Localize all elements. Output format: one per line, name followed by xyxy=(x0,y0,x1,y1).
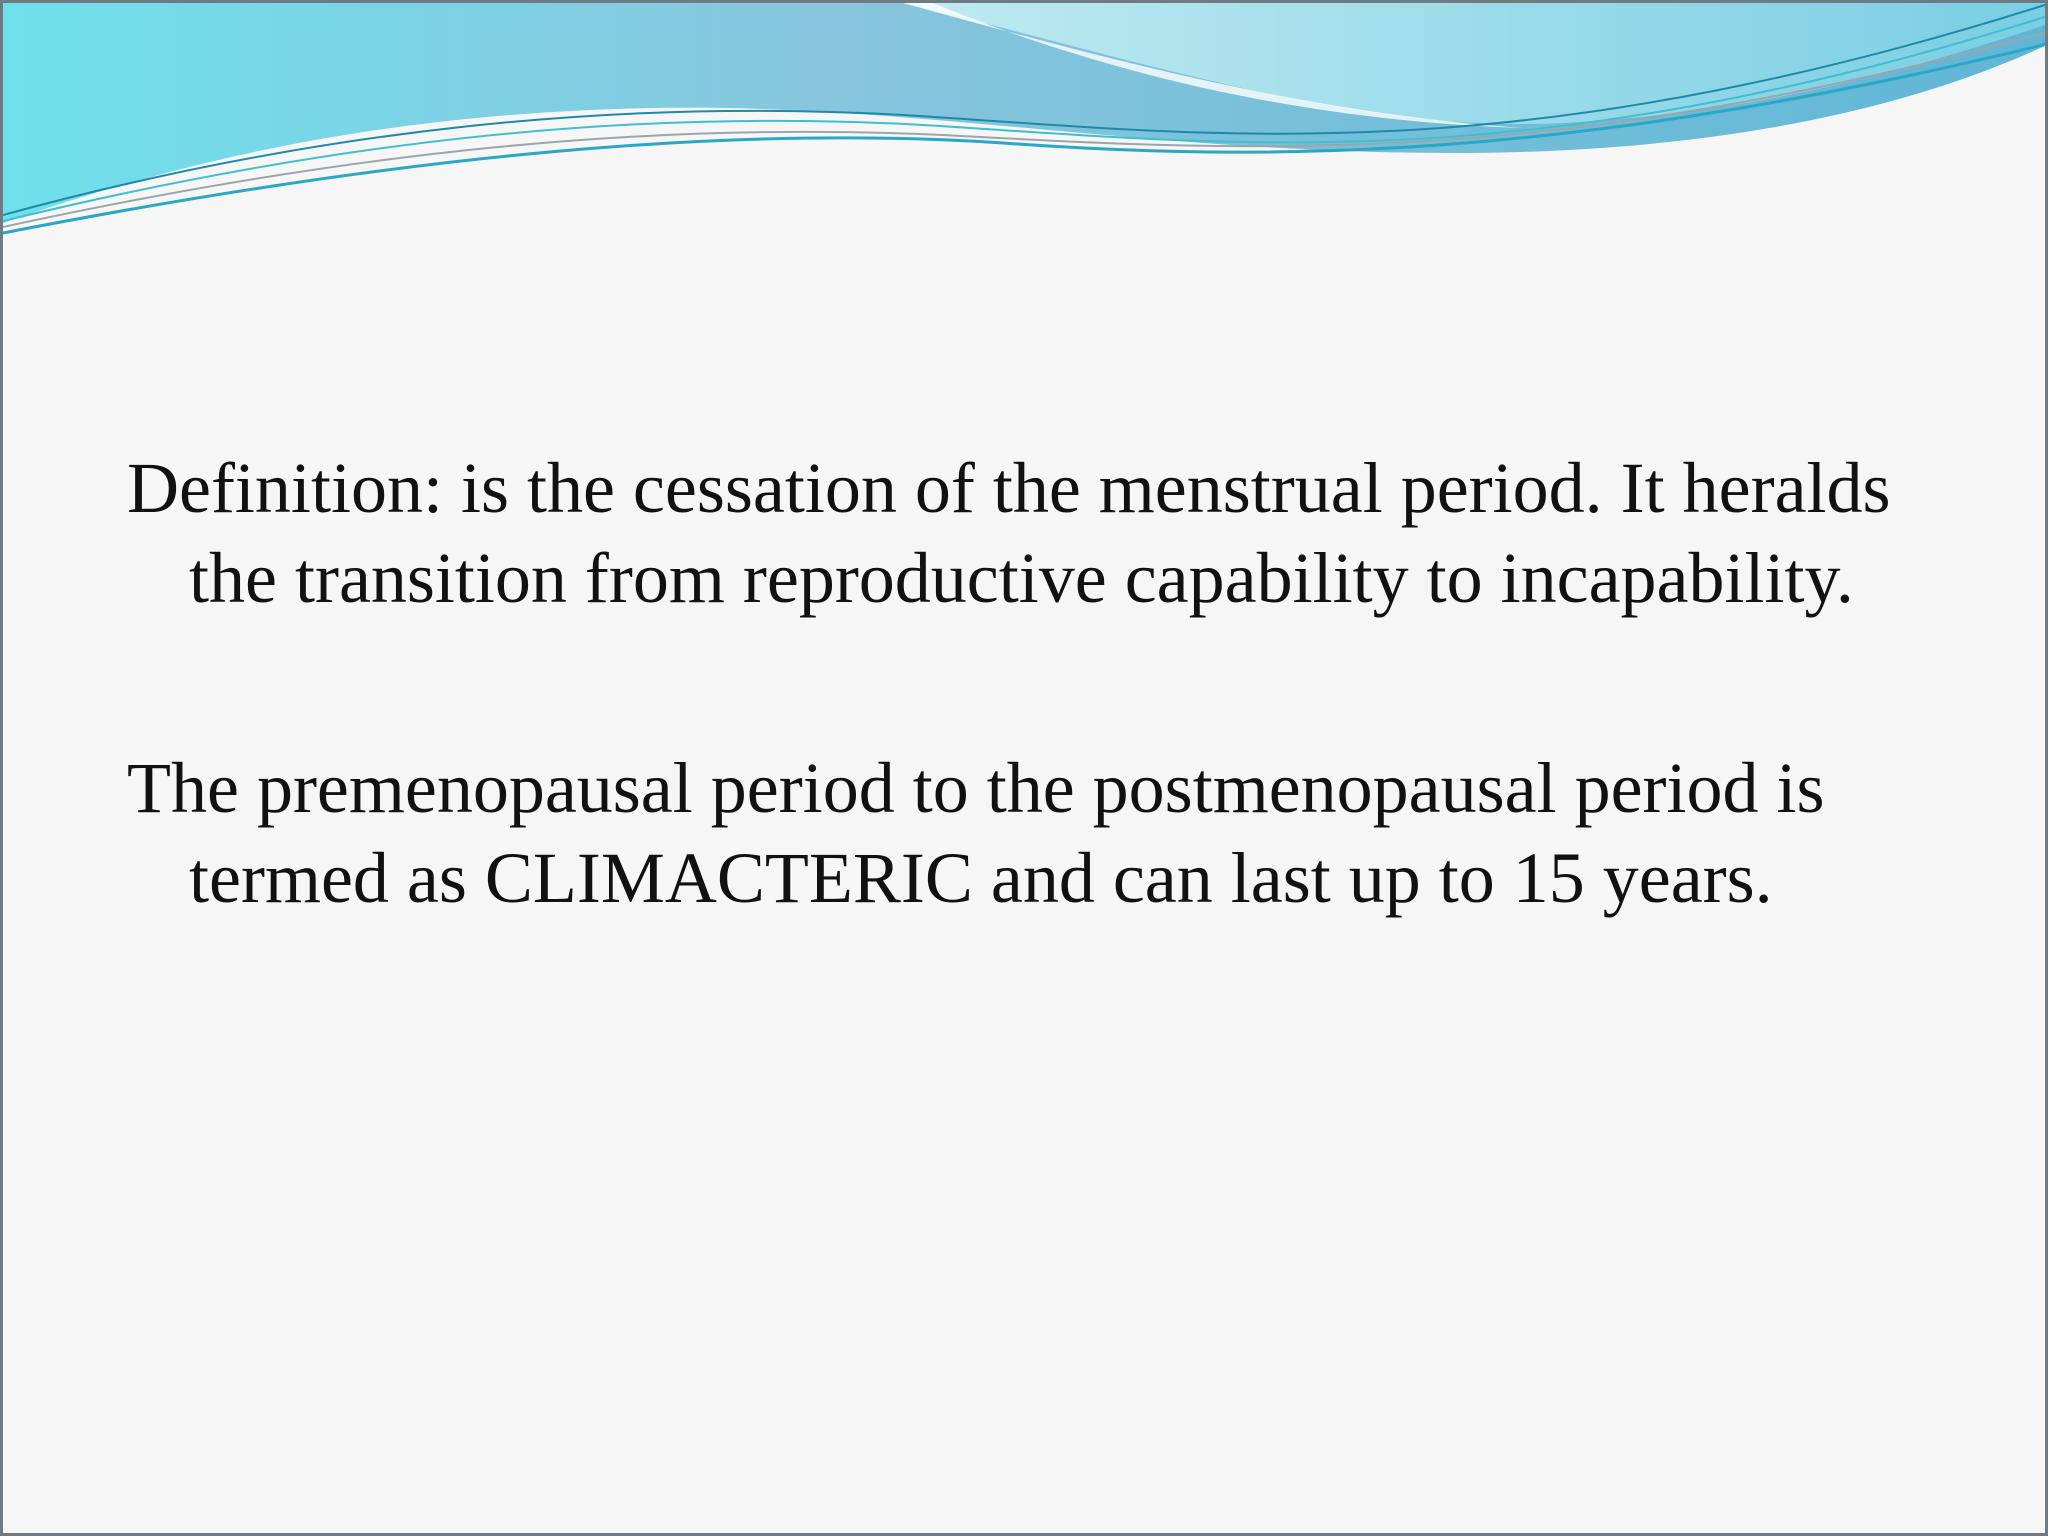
slide-body xyxy=(127,443,1927,1043)
header-wave-decoration xyxy=(3,3,2048,263)
climacteric-paragraph: The premenopausal period to the postmenopausal period is termed as CLIMACTERIC and can last up to 15 years. xyxy=(127,748,1825,918)
definition-paragraph: Definition: is the cessation of the menstrual period. It heralds the transition from reproductive capability to incapability. xyxy=(127,448,1891,618)
